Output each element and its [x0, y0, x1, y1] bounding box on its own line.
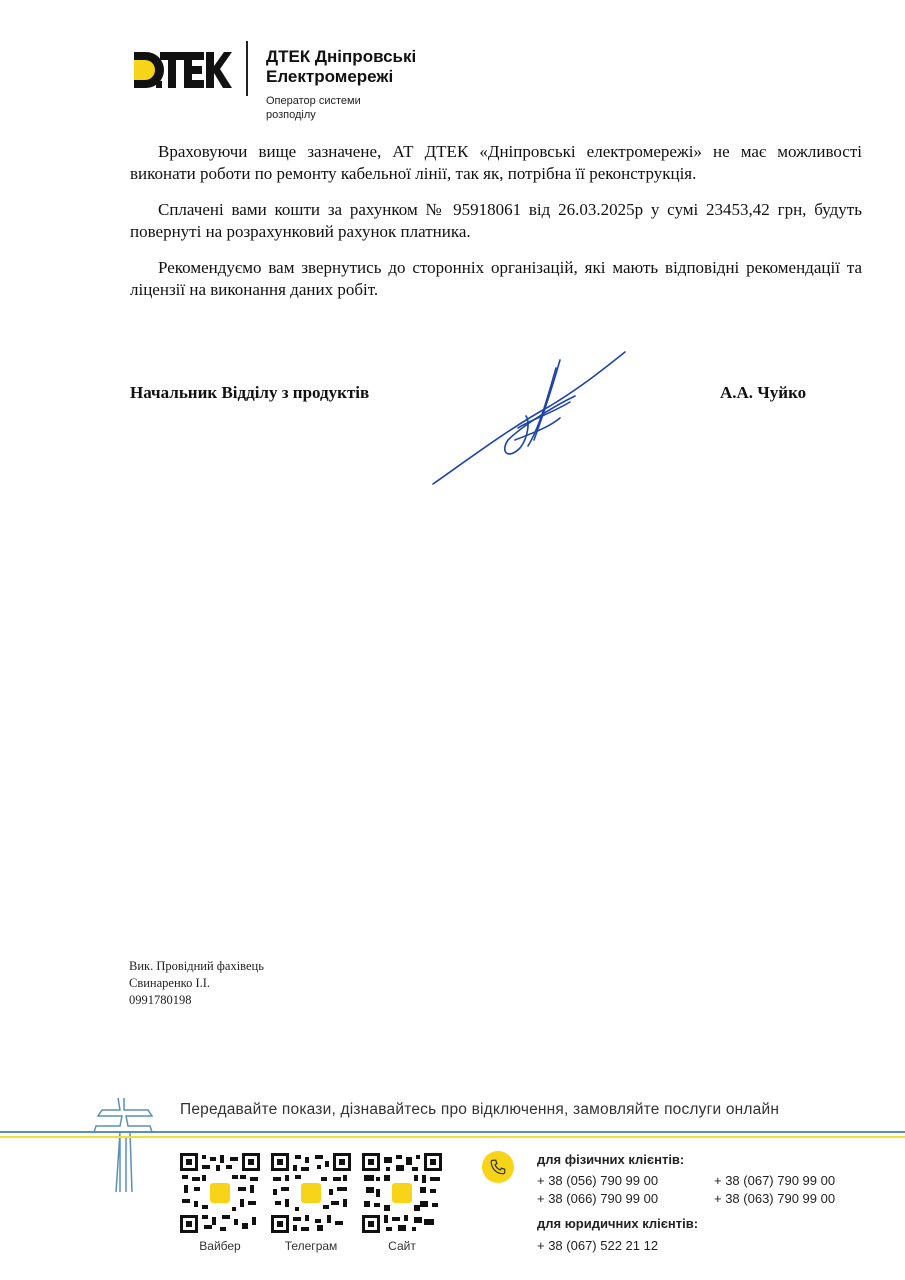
paragraph-2-text: Сплачені вами кошти за рахунком № 95918061 від 26.03.2025р у сумі 23453,42 грн, будуть повернуті на розрахунковий рахунок платника. — [130, 200, 862, 241]
executor-info — [129, 958, 264, 1009]
paragraph-2 — [130, 199, 862, 243]
subtitle-line1: Оператор системи — [266, 95, 361, 107]
phone-individual-4[interactable]: + 38 (063) 790 99 00 — [714, 1191, 836, 1206]
logo-divider — [246, 41, 248, 96]
phone-individual-1[interactable]: + 38 (056) 790 99 00 — [537, 1173, 659, 1188]
company-name-line1: ДТЕК Дніпровські — [266, 47, 417, 66]
individual-clients-heading: для фізичних клієнтів: — [537, 1152, 685, 1167]
phone-individual-3[interactable]: + 38 (066) 790 99 00 — [537, 1191, 659, 1206]
subtitle-line2: розподілу — [266, 109, 316, 121]
qr-label-viber: Вайбер — [199, 1239, 241, 1253]
executor-phone: 0991780198 — [129, 993, 192, 1007]
signatory-name: А.А. Чуйко — [720, 383, 807, 402]
paragraph-3 — [130, 257, 862, 301]
footer-line-yellow — [0, 1136, 905, 1138]
footer-line-blue — [0, 1131, 905, 1133]
phone-icon — [482, 1151, 514, 1183]
dtek-logo — [132, 50, 232, 90]
company-name-line2: Електромережі — [266, 67, 394, 86]
qr-code-viber[interactable] — [180, 1153, 260, 1233]
executor-position: Вик. Провідний фахівець — [129, 959, 264, 973]
paragraph-1-text: Враховуючи вище зазначене, АТ ДТЕК «Дніпровські електромережі» не має можливості виконати роботи по ремонту кабельної лінії, так як, потрібна її реконструкція. — [130, 142, 862, 183]
company-name — [266, 47, 416, 87]
company-subtitle — [266, 94, 361, 122]
power-tower-icon — [90, 1096, 160, 1196]
legal-clients-heading: для юридичних клієнтів: — [537, 1216, 699, 1231]
qr-code-site[interactable] — [362, 1153, 442, 1233]
footer-slogan: Передавайте покази, дізнавайтесь про відключення, замовляйте послуги онлайн — [180, 1101, 780, 1118]
phone-legal-1[interactable]: + 38 (067) 522 21 12 — [537, 1238, 659, 1253]
paragraph-3-text: Рекомендуємо вам звернутись до сторонніх організацій, які мають відповідні рекомендації та ліцензії на виконання даних робіт. — [130, 258, 862, 299]
handwritten-signature — [430, 348, 630, 488]
qr-label-telegram: Телеграм — [284, 1239, 338, 1253]
executor-name: Свинаренко І.І. — [129, 976, 211, 990]
phone-individual-2[interactable]: + 38 (067) 790 99 00 — [714, 1173, 836, 1188]
paragraph-1 — [130, 141, 862, 185]
qr-label-site: Сайт — [388, 1239, 416, 1253]
signatory-position: Начальник Відділу з продуктів — [130, 383, 370, 402]
qr-code-telegram[interactable] — [271, 1153, 351, 1233]
